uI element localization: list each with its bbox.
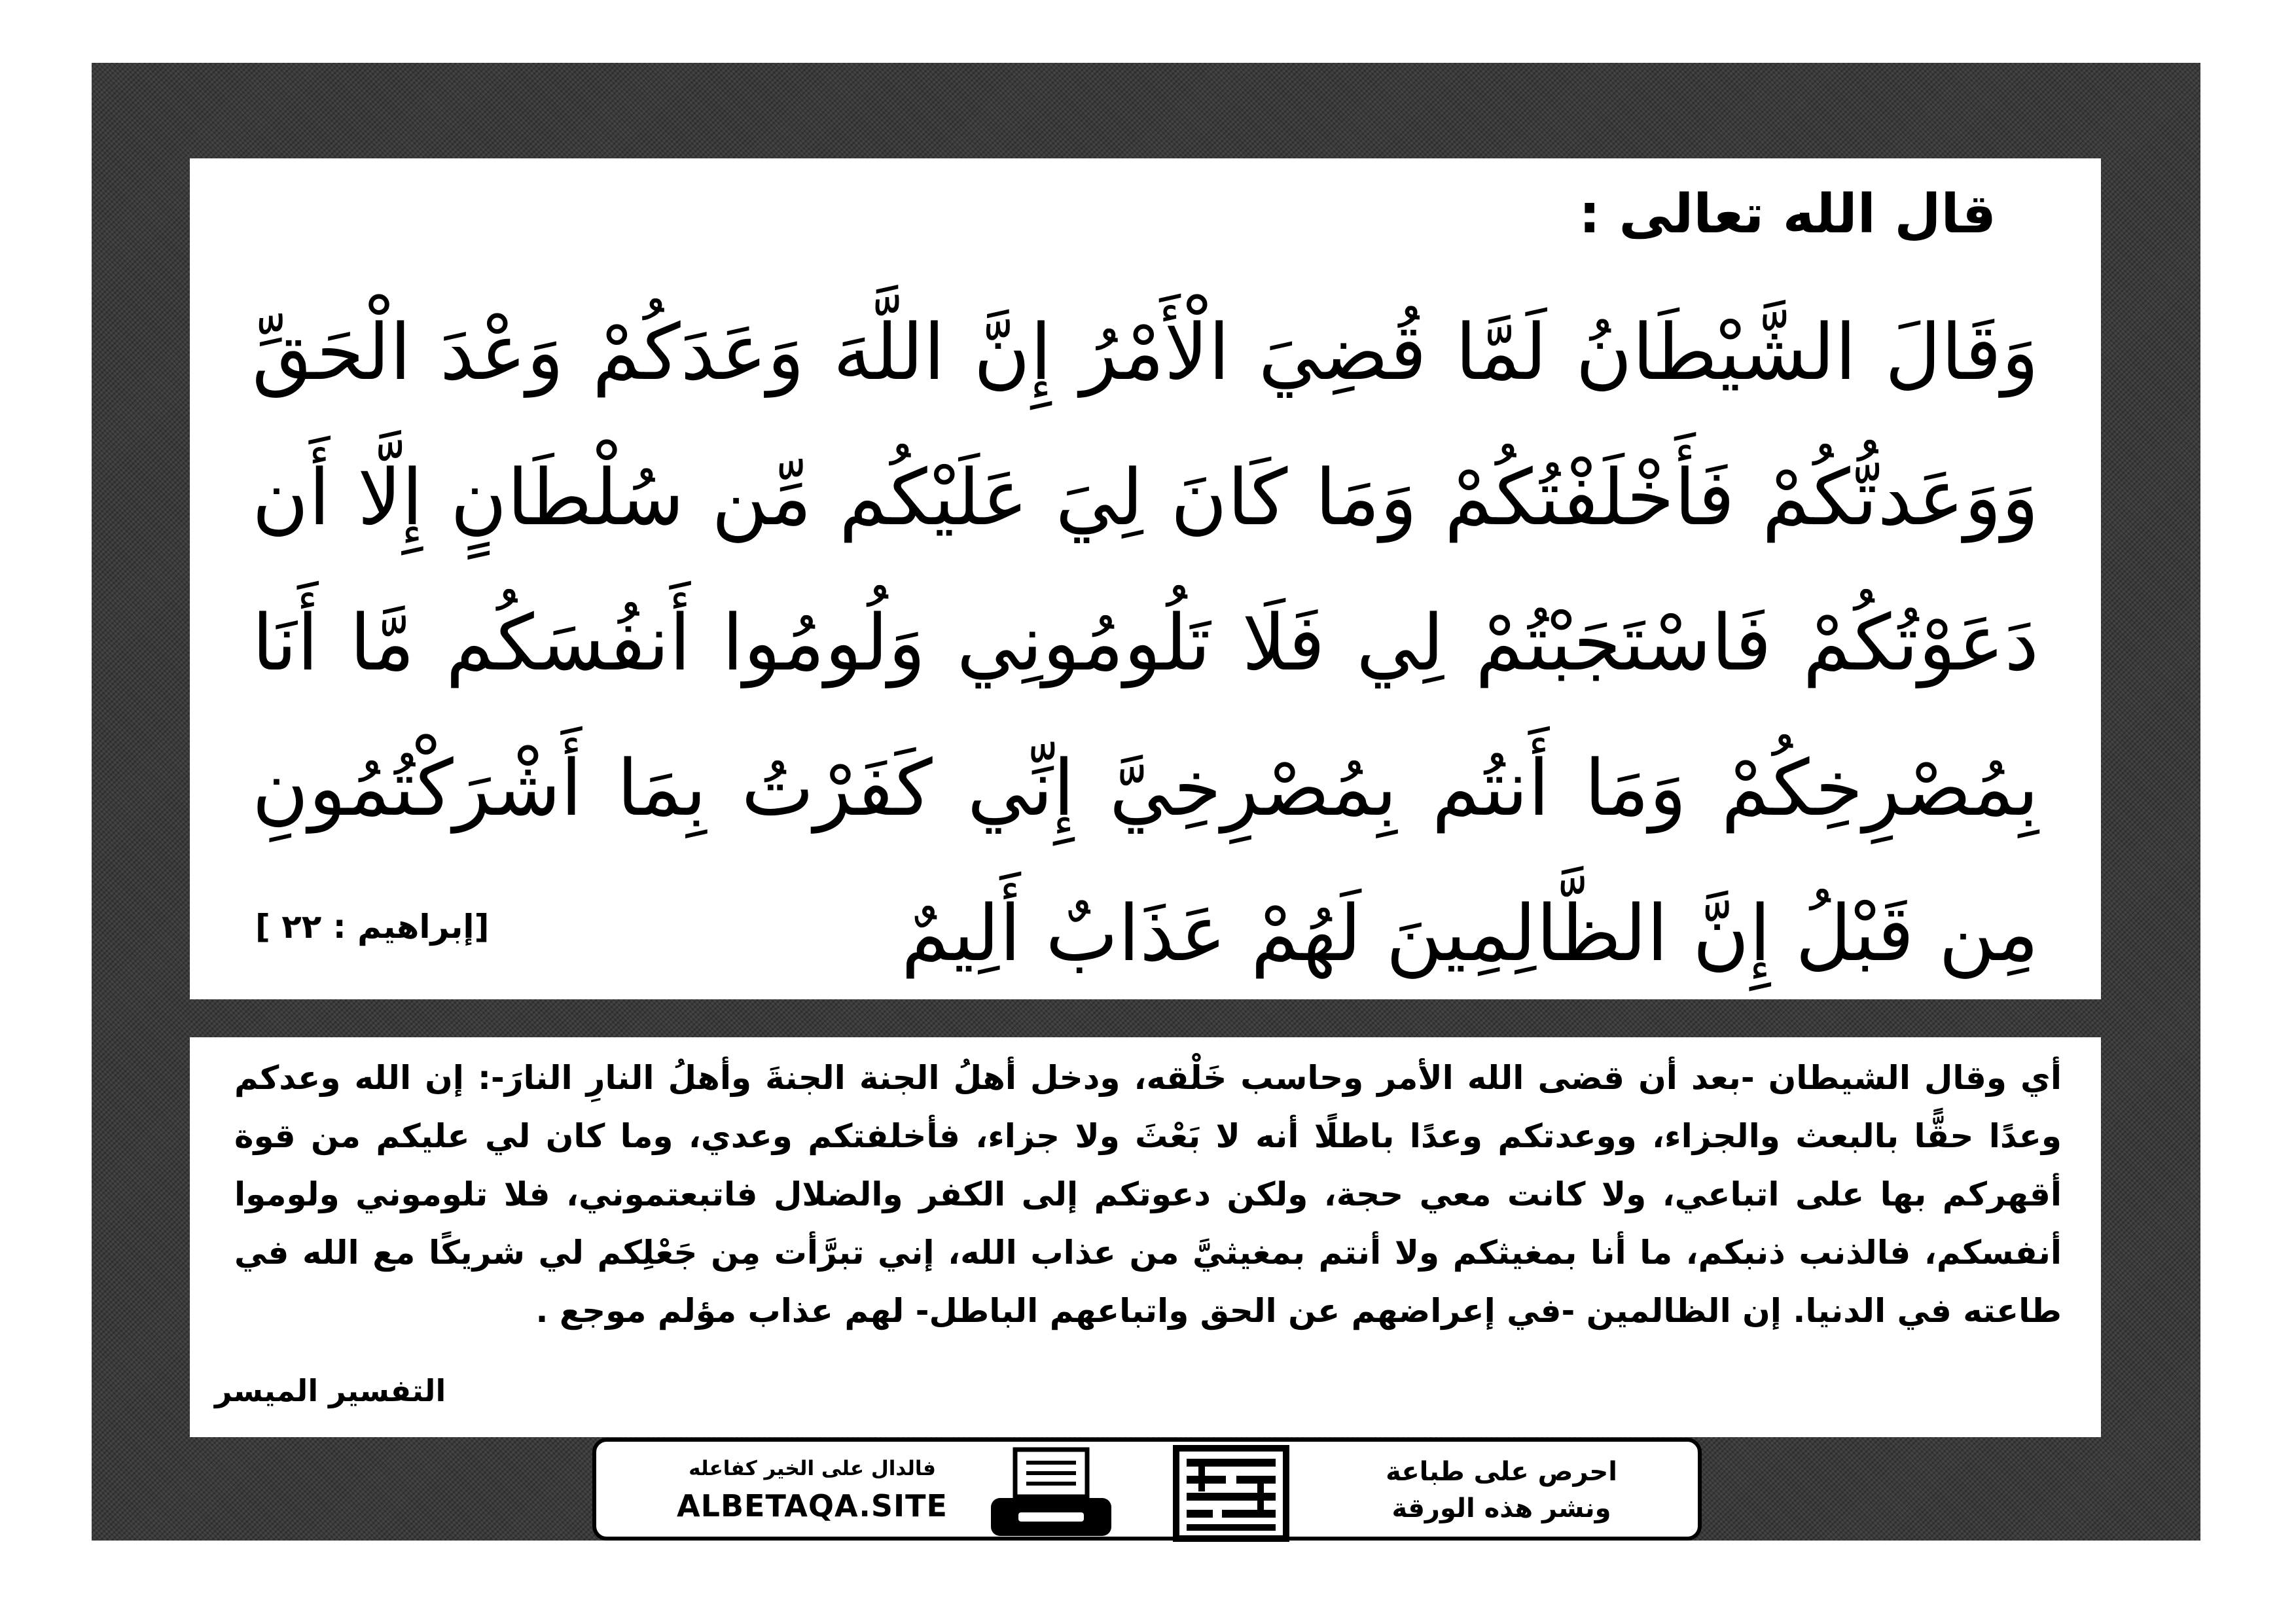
verse-panel xyxy=(190,158,2101,999)
tafsir-panel xyxy=(190,1037,2101,1437)
footer-motto: فالدال على الخير كفاعله xyxy=(689,1457,936,1480)
footer-bar xyxy=(592,1438,1702,1541)
call-line-1: احرص على طباعة xyxy=(1386,1457,1617,1487)
tafsir-text: أي وقال الشيطان -بعد أن قضى الله الأمر وحاسب خَلْقه، ودخل أهلُ الجنة الجنةَ وأهلُ النارِ النارَ-: إن الله وعدكم وعدًا حقًّا بالبعث والجزاء، ووعدتكم وعدًا باطلًا أنه لا بَعْثَ ولا جزاء، فأخلفتكم وعدي، وما كان لي عليكم من قوة أقهركم بها على اتباعي، ولا كانت معي حجة، ولكن دعوتكم إلى الكفر والضلال فاتبعتموني، فلا تلوموني ولوموا أنفسكم، فالذنب ذنبكم، ما أنا بمغيثكم ولا أنتم بمغيثيَّ من عذاب الله، إني تبرَّأت مِن جَعْلِكم لي شريكًا مع الله في طاعته في الدنيا. إن الظالمين -في إعراضهم عن الحق واتباعهم الباطل- لهم عذاب مؤلم موجع . xyxy=(234,1059,2062,1330)
print-call-to-action xyxy=(1364,1454,1639,1527)
site-info xyxy=(655,1452,969,1527)
tafsir-source: التفسير الميسر xyxy=(215,1373,446,1408)
brand-logo xyxy=(1172,1444,1290,1543)
verse-reference: [إبراهيم : ٢٢ ] xyxy=(255,908,490,946)
site-link[interactable]: ALBETAQA.SITE xyxy=(677,1488,948,1524)
quran-verse: وَقَالَ الشَّيْطَانُ لَمَّا قُضِيَ الْأَمْرُ إِنَّ اللَّهَ وَعَدَكُمْ وَعْدَ الْحَقِّ وَوَعَدتُّكُمْ فَأَخْلَفْتُكُمْ وَمَا كَانَ لِيَ عَلَيْكُم مِّن سُلْطَانٍ إِلَّا أَن دَعَوْتُكُمْ فَاسْتَجَبْتُمْ لِي فَلَا تَلُومُونِي وَلُومُوا أَنفُسَكُم مَّا أَنَا بِمُصْرِخِكُمْ وَمَا أَنتُم بِمُصْرِخِيَّ إِنِّي كَفَرْتُ بِمَا أَشْرَكْتُمُونِ مِن قَبْلُ إِنَّ الظَّالِمِينَ لَهُمْ عَذَابٌ أَلِيمٌ xyxy=(252,307,2039,978)
call-line-2: ونشر هذه الورقة xyxy=(1391,1493,1611,1524)
verse-intro: قال الله تعالى : xyxy=(1579,183,1996,245)
printer-icon xyxy=(986,1447,1117,1539)
